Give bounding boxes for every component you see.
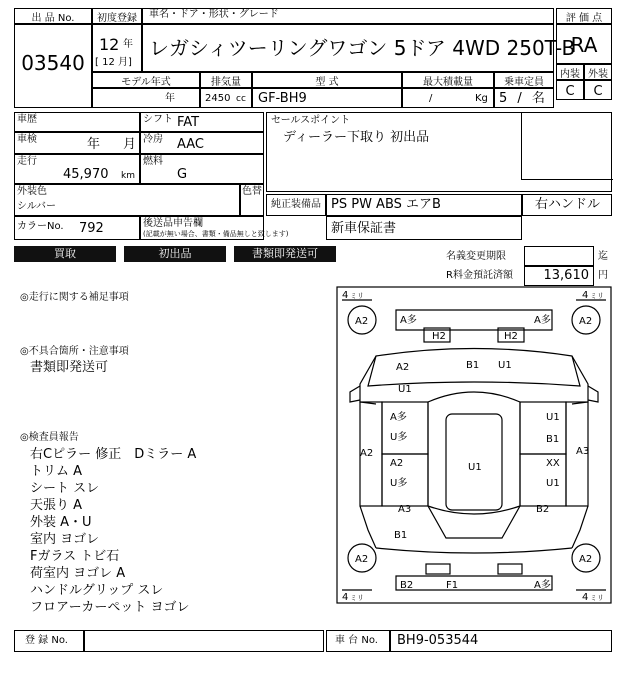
displacement: 2450 (205, 93, 231, 104)
reg-no-label-cell (14, 630, 84, 652)
right-mirror (588, 386, 598, 402)
inspection-year-unit: 年 (87, 137, 101, 152)
corner-br-unit: ミリ (590, 594, 604, 602)
type-label-cell (252, 72, 402, 88)
inspection-month-unit: 月 (123, 137, 137, 152)
hood-left2-mark: U1 (398, 384, 412, 395)
rating-label: 評 価 点 (565, 13, 603, 24)
sales-point-label: セールスポイント (271, 115, 351, 126)
front-bumper-left-mark: A多 (400, 315, 417, 326)
shift: FAT (177, 115, 200, 130)
mileage-unit: km (121, 171, 135, 181)
equipment: PS PW ABS エアB (331, 197, 441, 212)
hood-u1-mark: U1 (498, 360, 512, 371)
year-unit: 年 (123, 39, 133, 50)
left-b1-mark: B1 (394, 530, 408, 541)
max-load-label-cell (402, 72, 494, 88)
rl-door-a-mark: A2 (390, 458, 404, 469)
fuel: G (177, 167, 188, 182)
right-a3-mark: A3 (576, 446, 590, 457)
interior-score: C (565, 84, 575, 99)
color-no-label: カラーNo. (17, 221, 64, 232)
fuel-label: 燃料 (143, 156, 163, 167)
history-label: 車歴 (17, 114, 37, 125)
chassis-cell (390, 630, 612, 652)
front-bumper-right-mark: A多 (534, 315, 551, 326)
exterior-score-cell (584, 80, 612, 100)
first-reg-label: 初度登録 (97, 13, 137, 24)
badge-first-listing: 初出品 (124, 246, 226, 262)
capacity: 5 / 名 (499, 91, 545, 106)
front-left-door (382, 402, 428, 454)
rear-a-many-mark: A多 (534, 580, 551, 591)
rating-label-cell (556, 8, 612, 24)
fr-door-b1-mark: B1 (546, 434, 560, 445)
badge-purchase: 買取 (14, 246, 116, 262)
handle-cell (522, 194, 612, 216)
name-change-label: 名義変更期限 (446, 251, 506, 262)
lot-no: 03540 (21, 51, 85, 75)
first-reg-year: 12 (99, 35, 120, 54)
docs-label: 後送品申告欄 (143, 218, 203, 229)
inspection-label: 車検 (17, 134, 37, 145)
reg-no-cell (84, 630, 324, 652)
aircon: AAC (177, 137, 204, 152)
inspector-line: トリム A (30, 464, 83, 479)
equipment-cell (326, 194, 522, 216)
chassis-no: BH9-053544 (397, 633, 479, 648)
tail-right (498, 564, 522, 574)
max-load-sep: / (429, 93, 433, 104)
inspector-title: ◎検査員報告 (20, 432, 79, 443)
reg-no-label: 登 録 No. (25, 635, 68, 646)
interior-label: 内装 (560, 69, 580, 80)
driving-title: ◎走行に関する補足事項 (20, 292, 129, 303)
mileage-label: 走行 (17, 156, 37, 167)
defects-text: 書類即発送可 (30, 360, 109, 375)
left-mirror (350, 386, 360, 402)
left-a3-mark: A3 (398, 504, 412, 515)
type-cell (252, 88, 402, 108)
rr-door-u1-mark: U1 (546, 478, 560, 489)
name-change-box (524, 246, 594, 266)
rl-door-u-mark: U多 (390, 478, 408, 489)
color-cell (14, 184, 240, 216)
shift-label: シフト (143, 114, 173, 125)
first-reg-cell (92, 24, 142, 72)
trunk-lid (376, 548, 572, 553)
car-name-label: 車名・ドア・形状・グレード (149, 9, 279, 20)
corner-tr-unit: ミリ (590, 292, 604, 300)
recycle-box (524, 266, 594, 286)
badge-docs-ready: 書類即発送可 (234, 246, 336, 262)
corner-tl: 4 (342, 290, 349, 301)
interior-label-cell (556, 64, 584, 80)
model-year-label-cell (92, 72, 200, 88)
capacity-label-cell (494, 72, 554, 88)
chassis-label: 車 台 No. (335, 635, 378, 646)
fuel-cell (140, 154, 264, 184)
exterior-label: 外装 (588, 69, 608, 80)
inspector-line: 荷室内 ヨゴレ A (30, 566, 126, 581)
mileage: 45,970 (63, 167, 109, 182)
tire-fr-mark: A2 (579, 316, 593, 327)
equipment-label-cell (266, 194, 326, 216)
car-name-label-cell (142, 8, 554, 24)
displacement-label: 排気量 (211, 77, 241, 88)
first-reg-label-cell (92, 8, 142, 24)
car-name: レガシィツーリングワゴン 5ドア 4WD 250T-B (149, 36, 576, 60)
corner-bl: 4 (342, 592, 349, 603)
rating: RA (570, 33, 598, 57)
max-load-label: 最大積載量 (423, 77, 473, 88)
hood-left-mark: A2 (396, 362, 410, 373)
lot-no-cell (14, 24, 92, 108)
history-cell (14, 112, 140, 132)
chassis-label-cell (326, 630, 390, 652)
tail-left (426, 564, 450, 574)
hood-b1-mark: B1 (466, 360, 480, 371)
corner-tl-unit: ミリ (350, 292, 364, 300)
inspection-cell (14, 132, 140, 154)
corner-tr: 4 (582, 290, 589, 301)
docs-note: (記載が無い場合、書類・備品無しと致します) (143, 230, 289, 238)
inspector-lines (30, 447, 320, 617)
right-b2-mark: B2 (536, 504, 550, 515)
exterior-label-cell (584, 64, 612, 80)
warranty-cell (326, 216, 522, 240)
equipment-label: 純正装備品 (271, 199, 321, 210)
sales-point-cell (266, 112, 612, 192)
interior-score-cell (556, 80, 584, 100)
headlight-left-mark: H2 (432, 331, 446, 342)
fr-door-xx-mark: XX (546, 458, 560, 469)
inspector-line: フロアーカーペット ヨゴレ (30, 600, 190, 615)
displacement-label-cell (200, 72, 252, 88)
color-no-cell (14, 216, 140, 240)
color-change-label: 色替 (242, 186, 262, 197)
inspector-line: ハンドルグリップ スレ (30, 583, 164, 598)
defects-title: ◎不具合箇所・注意事項 (20, 346, 129, 357)
inspector-line: Fガラス トビ石 (30, 549, 120, 564)
max-load-unit: Kg (475, 93, 488, 104)
model-year-cell (92, 88, 200, 108)
fl-door-u-mark: U多 (390, 432, 408, 443)
max-load-cell (402, 88, 494, 108)
aircon-cell (140, 132, 264, 154)
color-change-cell (240, 184, 264, 216)
front-right-door (520, 402, 566, 454)
exterior-score: C (593, 84, 603, 99)
displacement-unit: cc (236, 94, 246, 104)
rear-quarters (360, 506, 588, 548)
inspector-line: シート スレ (30, 481, 100, 496)
lot-no-label-cell (14, 8, 92, 24)
car-condition-diagram (336, 286, 612, 604)
displacement-cell (200, 88, 252, 108)
tire-fl-mark: A2 (355, 316, 369, 327)
corner-bl-unit: ミリ (350, 594, 364, 602)
rear-f1-mark: F1 (446, 580, 459, 591)
tire-rr-mark: A2 (579, 554, 593, 565)
color: シルバー (17, 201, 57, 212)
fr-fender-u1-mark: U1 (546, 412, 560, 423)
diagram-frame (337, 287, 611, 603)
recycle-value: 13,610 (543, 268, 589, 283)
cabin (428, 392, 520, 514)
corner-br: 4 (582, 592, 589, 603)
shift-cell (140, 112, 264, 132)
tire-rl-mark: A2 (355, 554, 369, 565)
inspector-line: 右Cピラー 修正 Dミラー A (30, 447, 197, 462)
capacity-label: 乗車定員 (504, 77, 544, 88)
model-year-unit: 年 (165, 93, 175, 104)
type-label: 型 式 (315, 77, 339, 88)
type-value: GF-BH9 (258, 91, 307, 106)
capacity-cell (494, 88, 554, 108)
rating-cell (556, 24, 612, 64)
sales-point: ディーラー下取り 初出品 (283, 130, 430, 145)
color-label: 外装色 (17, 186, 47, 197)
name-change-suffix: 迄 (598, 251, 608, 262)
aircon-label: 冷房 (143, 134, 163, 145)
rear-window (428, 506, 520, 538)
rear-bumper (396, 576, 552, 590)
rear-bumper-b2-mark: B2 (400, 580, 414, 591)
color-no: 792 (79, 221, 104, 236)
model-year-label: モデル年式 (121, 77, 171, 88)
handle: 右ハンドル (535, 197, 601, 212)
warranty: 新車保証書 (331, 221, 397, 236)
front-bumper (396, 310, 552, 330)
recycle-unit: 円 (598, 270, 608, 281)
inspector-line: 外装 A・U (30, 515, 92, 530)
fl-fender-mark: A2 (360, 448, 374, 459)
lot-no-label: 出 品 No. (31, 13, 75, 24)
roof-mark: U1 (468, 462, 482, 473)
first-reg-month: [ 12 月] (95, 57, 132, 68)
recycle-label: R料金預託済額 (446, 270, 513, 281)
docs-cell (140, 216, 289, 240)
headlight-right-mark: H2 (504, 331, 518, 342)
inspector-line: 天張り A (30, 498, 83, 513)
car-name-cell (142, 24, 576, 72)
inspector-line: 室内 ヨゴレ (30, 532, 100, 547)
fl-door-a-mark: A多 (390, 412, 407, 423)
mileage-cell (14, 154, 140, 184)
